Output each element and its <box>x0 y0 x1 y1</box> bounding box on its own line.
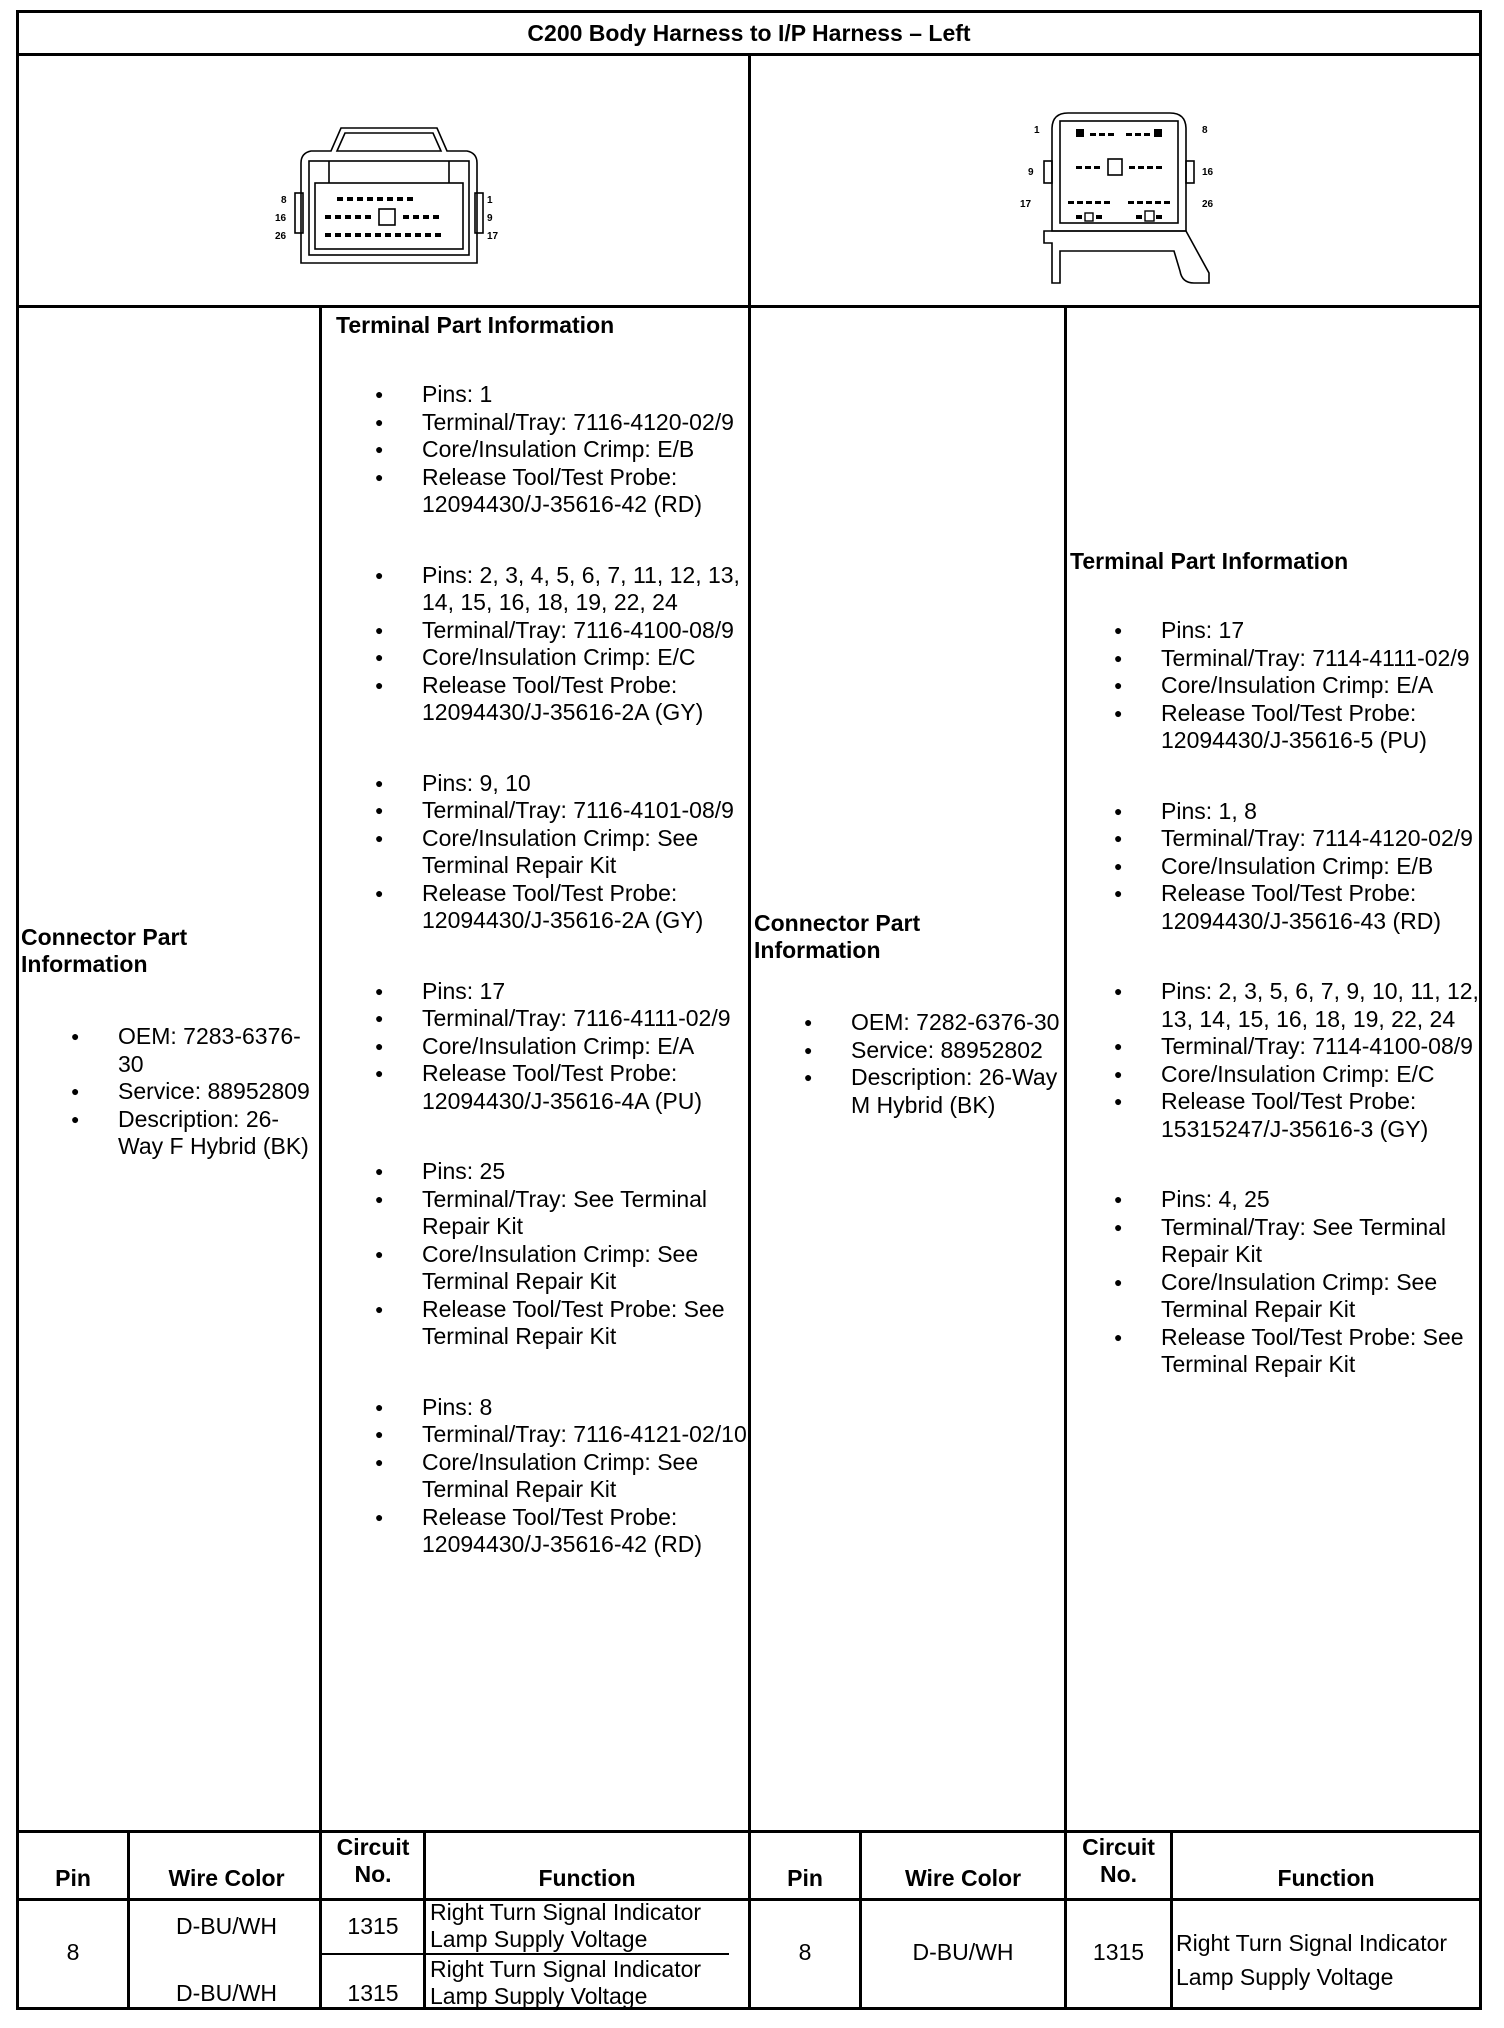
terminal-list-left <box>325 381 750 1559</box>
list-item: ● Release Tool/Test Probe: 12094430/J-35616-42 (RD) <box>325 1504 750 1559</box>
cell-function: Right Turn Signal Indicator Lamp Supply Voltage <box>1176 1930 1448 1990</box>
pin-label: 26 <box>1202 199 1214 210</box>
cell-pin: 8 <box>798 1939 812 1965</box>
cell-function: Right Turn Signal Indicator Lamp Supply Voltage <box>430 1899 702 1952</box>
list-item: ● Pins: 1, 8 <box>1064 798 1494 826</box>
cell-pin: 8 <box>66 1939 80 1965</box>
header-wire-color: Wire Color <box>904 1865 1022 1891</box>
list-item: ● Terminal/Tray: 7116-4121-02/10 <box>325 1421 750 1449</box>
header-pin: Pin <box>55 1865 91 1891</box>
pin-label: 9 <box>1028 167 1034 178</box>
header-function: Function <box>538 1865 636 1891</box>
list-item: ● Release Tool/Test Probe: See Terminal Repair Kit <box>1064 1324 1494 1379</box>
header-wire-color: Wire Color <box>168 1865 285 1891</box>
connector-part-list-right <box>754 1009 1064 1119</box>
pin-label: 1 <box>487 195 493 206</box>
pinout-document <box>16 10 1482 2010</box>
header-circuit-line1: Circuit <box>336 1834 410 1860</box>
pin-label: 9 <box>487 213 493 224</box>
list-item: ● Terminal/Tray: See Terminal Repair Kit <box>325 1186 750 1241</box>
list-item: ● Description: 26-Way M Hybrid (BK) <box>754 1064 1064 1119</box>
connector-part-heading-left: Connector Part Information <box>21 924 188 977</box>
list-item: ● Core/Insulation Crimp: E/C <box>1064 1061 1494 1089</box>
pin-label: 8 <box>281 195 287 206</box>
divider <box>319 1953 729 1955</box>
terminal-list-right <box>1064 617 1494 1379</box>
list-item: ● OEM: 7283-6376-30 <box>21 1023 317 1078</box>
list-item: ● Release Tool/Test Probe: 15315247/J-35616-3 (GY) <box>1064 1088 1494 1143</box>
list-item: ● Terminal/Tray: 7116-4101-08/9 <box>325 797 750 825</box>
list-item: ● Description: 26-Way F Hybrid (BK) <box>21 1106 317 1161</box>
header-function: Function <box>1277 1865 1375 1891</box>
cell-function: Right Turn Signal Indicator Lamp Supply Voltage <box>430 1956 702 2009</box>
list-item: ● Release Tool/Test Probe: 12094430/J-35616-43 (RD) <box>1064 880 1494 935</box>
list-item: ● Terminal/Tray: 7114-4100-08/9 <box>1064 1033 1494 1061</box>
list-item: ● OEM: 7282-6376-30 <box>754 1009 1064 1037</box>
list-item: ● Core/Insulation Crimp: E/A <box>1064 672 1494 700</box>
header-circuit-line1: Circuit <box>1082 1834 1155 1860</box>
list-item: ● Pins: 9, 10 <box>325 770 750 798</box>
list-item: ● Core/Insulation Crimp: See Terminal Repair Kit <box>325 825 750 880</box>
header-circuit <box>1067 1834 1170 1888</box>
list-item: ● Terminal/Tray: See Terminal Repair Kit <box>1064 1214 1494 1269</box>
pin-label: 16 <box>275 213 287 224</box>
list-item: ● Terminal/Tray: 7116-4111-02/9 <box>325 1005 750 1033</box>
list-item: ● Core/Insulation Crimp: See Terminal Repair Kit <box>325 1449 750 1504</box>
list-item: ● Release Tool/Test Probe: 12094430/J-35616-4A (PU) <box>325 1060 750 1115</box>
pin-label: 26 <box>275 231 287 242</box>
divider <box>1170 1830 1173 2007</box>
list-item: ● Core/Insulation Crimp: E/B <box>325 436 750 464</box>
connector-diagram-right <box>1004 103 1244 293</box>
list-item: ● Release Tool/Test Probe: 12094430/J-35616-5 (PU) <box>1064 700 1494 755</box>
divider <box>859 1830 862 2007</box>
terminal-heading-right: Terminal Part Information <box>1070 548 1349 574</box>
list-item: ● Core/Insulation Crimp: E/C <box>325 644 750 672</box>
cell-circuit: 1315 <box>1092 1939 1145 1965</box>
list-item: ● Core/Insulation Crimp: See Terminal Repair Kit <box>1064 1269 1494 1324</box>
list-item: ● Terminal/Tray: 7114-4120-02/9 <box>1064 825 1494 853</box>
pin-label: 17 <box>487 231 499 242</box>
list-item: ● Core/Insulation Crimp: See Terminal Repair Kit <box>325 1241 750 1296</box>
list-item: ● Pins: 17 <box>325 978 750 1006</box>
list-item: ● Release Tool/Test Probe: 12094430/J-35616-42 (RD) <box>325 464 750 519</box>
header-circuit-line2: No. <box>354 1861 392 1887</box>
cell-wire-color: D-BU/WH <box>176 1913 277 1939</box>
list-item: ● Core/Insulation Crimp: E/A <box>325 1033 750 1061</box>
header-circuit-line2: No. <box>1099 1861 1138 1887</box>
header-pin: Pin <box>787 1865 823 1891</box>
connector-diagram-left <box>275 113 499 273</box>
cell-circuit: 1315 <box>347 1980 399 2006</box>
list-item: ● Release Tool/Test Probe: See Terminal Repair Kit <box>325 1296 750 1351</box>
divider <box>423 1830 426 2007</box>
connector-part-heading-right: Connector Part Information <box>754 910 921 963</box>
list-item: ● Service: 88952802 <box>754 1037 1064 1065</box>
pin-label: 8 <box>1202 125 1208 136</box>
terminal-heading-left: Terminal Part Information <box>336 312 615 338</box>
list-item: ● Terminal/Tray: 7116-4100-08/9 <box>325 617 750 645</box>
page-title: C200 Body Harness to I/P Harness – Left <box>527 20 971 46</box>
list-item: ● Pins: 4, 25 <box>1064 1186 1494 1214</box>
list-item: ● Pins: 2, 3, 4, 5, 6, 7, 11, 12, 13, 14, 15, 16, 18, 19, 22, 24 <box>325 562 750 617</box>
cell-circuit: 1315 <box>347 1913 399 1939</box>
list-item: ● Pins: 2, 3, 5, 6, 7, 9, 10, 11, 12, 13, 14, 15, 16, 18, 19, 22, 24 <box>1064 978 1494 1033</box>
cell-wire-color: D-BU/WH <box>912 1939 1014 1965</box>
pin-label: 17 <box>1020 199 1032 210</box>
divider <box>319 305 322 2007</box>
list-item: ● Terminal/Tray: 7114-4111-02/9 <box>1064 645 1494 673</box>
pin-label: 16 <box>1202 167 1214 178</box>
list-item: ● Release Tool/Test Probe: 12094430/J-35616-2A (GY) <box>325 880 750 935</box>
list-item: ● Pins: 1 <box>325 381 750 409</box>
list-item: ● Terminal/Tray: 7116-4120-02/9 <box>325 409 750 437</box>
list-item: ● Release Tool/Test Probe: 12094430/J-35616-2A (GY) <box>325 672 750 727</box>
cell-wire-color: D-BU/WH <box>176 1980 277 2006</box>
list-item: ● Pins: 17 <box>1064 617 1494 645</box>
connector-part-list-left <box>21 1023 317 1161</box>
list-item: ● Pins: 25 <box>325 1158 750 1186</box>
list-item: ● Pins: 8 <box>325 1394 750 1422</box>
list-item: ● Service: 88952809 <box>21 1078 317 1106</box>
header-circuit <box>323 1834 423 1888</box>
pin-label: 1 <box>1034 125 1040 136</box>
list-item: ● Core/Insulation Crimp: E/B <box>1064 853 1494 881</box>
